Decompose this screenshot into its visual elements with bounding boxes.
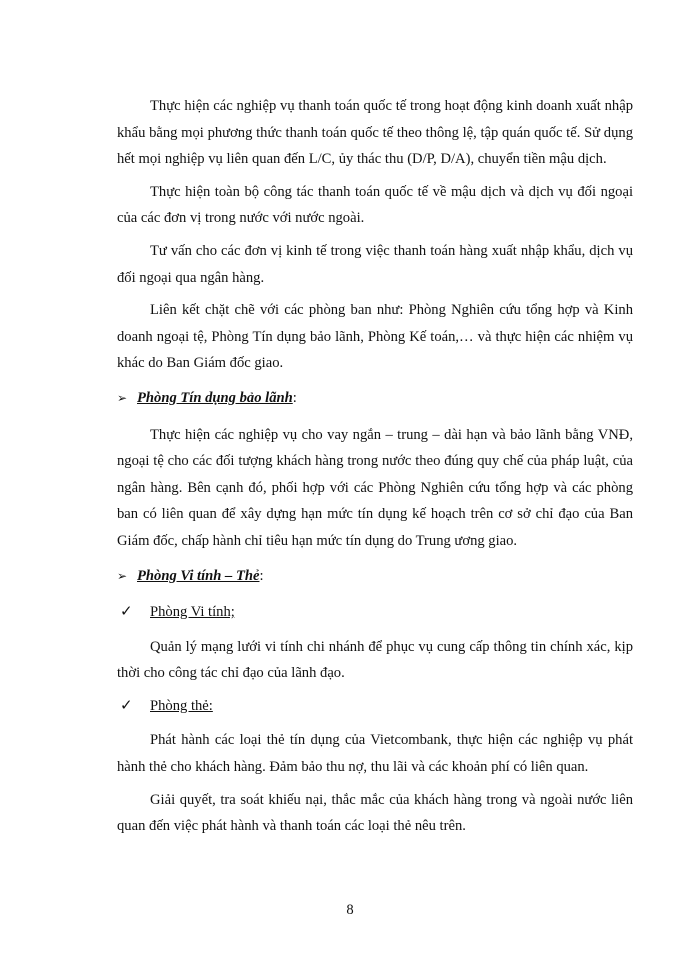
paragraph: Giải quyết, tra soát khiếu nại, thắc mắc của khách hàng trong và ngoài nước liên quan đến việc phát hành và thanh toán các loại thẻ nêu trên. <box>117 791 633 835</box>
subsection-title: Phòng thẻ: <box>150 697 213 714</box>
checkmark-bullet-icon: ✓ <box>120 604 133 621</box>
paragraph: Phát hành các loại thẻ tín dụng của Vietcombank, thực hiện các nghiệp vụ phát hành thẻ cho khách hàng. Đảm bảo thu nợ, thu lãi và các khoản phí có liên quan. <box>117 732 633 776</box>
paragraph: Quản lý mạng lưới vi tính chi nhánh để phục vụ cung cấp thông tin chính xác, kịp thời cho công tác chỉ đạo của lãnh đạo. <box>117 638 633 682</box>
paragraph: Tư vấn cho các đơn vị kinh tế trong việc thanh toán hàng xuất nhập khẩu, dịch vụ đối ngoại qua ngân hàng. <box>117 242 633 286</box>
page-number: 8 <box>346 902 354 918</box>
arrow-bullet-icon: ➢ <box>117 390 128 405</box>
subsection-heading-computing <box>117 599 633 626</box>
subsection-title: Phòng Vi tính; <box>150 604 235 621</box>
page-body <box>117 93 633 846</box>
subsection-heading-cards <box>117 693 633 720</box>
section-heading-credit <box>117 385 633 412</box>
section-colon: : <box>259 567 264 584</box>
section-title: Phòng Tín dụng bảo lãnh <box>137 389 293 406</box>
section-heading-it <box>117 563 633 590</box>
paragraph: Thực hiện các nghiệp vụ cho vay ngắn – trung – dài hạn và bảo lãnh bằng VNĐ, ngoại tệ cho các đối tượng khách hàng trong nước theo đúng quy chế của pháp luật, của ngân hàng. Bên cạnh đó, phối hợp với các Phòng Nghiên cứu tổng hợp và các phòng ban có liên quan để xây dựng hạn mức tín dụng kế hoạch trên cơ sở chỉ đạo của Ban Giám đốc, chấp hành chỉ tiêu hạn mức tín dụng do Trung ương giao. <box>117 426 633 549</box>
section-colon: : <box>292 389 297 406</box>
arrow-bullet-icon: ➢ <box>117 568 128 583</box>
paragraph: Liên kết chặt chẽ với các phòng ban như: Phòng Nghiên cứu tổng hợp và Kinh doanh ngoại tệ, Phòng Tín dụng bảo lãnh, Phòng Kế toán,… và thực hiện các nhiệm vụ khác do Ban Giám đốc giao. <box>117 302 633 372</box>
paragraph: Thực hiện các nghiệp vụ thanh toán quốc tế trong hoạt động kinh doanh xuất nhập khẩu bằng mọi phương thức thanh toán quốc tế theo thông lệ, tập quán quốc tế. Sử dụng hết mọi nghiệp vụ liên quan đến L/C, ủy thác thu (D/P, D/A), chuyển tiền mậu dịch. <box>117 98 633 168</box>
paragraph: Thực hiện toàn bộ công tác thanh toán quốc tế về mậu dịch và dịch vụ đối ngoại của các đơn vị trong nước với nước ngoài. <box>117 183 633 227</box>
section-title: Phòng Vi tính – Thẻ <box>137 567 260 584</box>
checkmark-bullet-icon: ✓ <box>120 697 133 714</box>
